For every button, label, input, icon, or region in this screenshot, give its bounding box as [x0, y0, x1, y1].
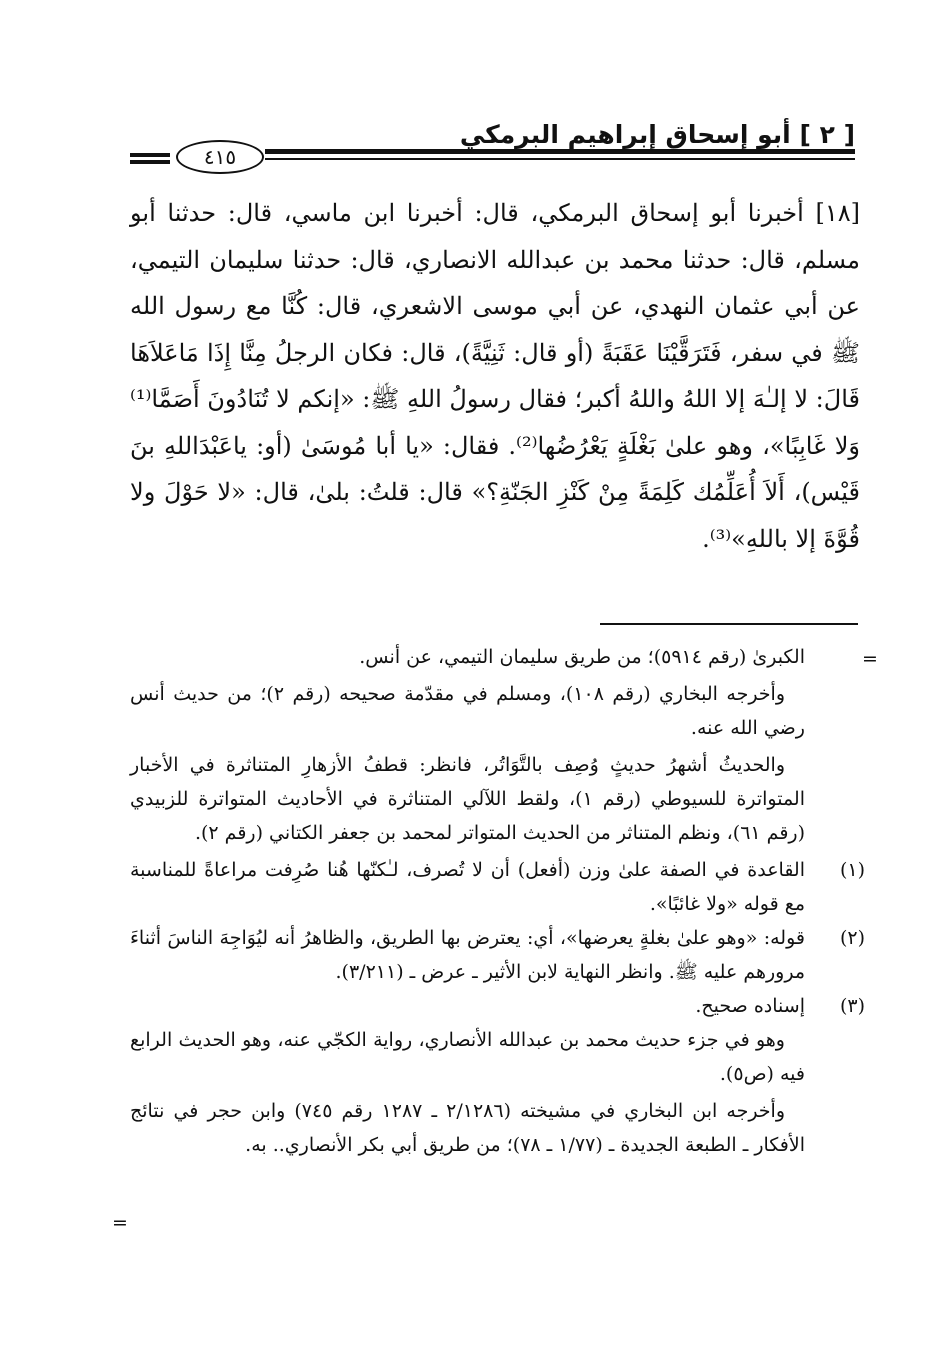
page-header: [130, 120, 855, 180]
footnote-text: القاعدة في الصفة علىٰ وزن (أفعل) أن لا تُصرف، لـٰكنّها هُنا صُرِفت مراعاةً للمناسبة مع قوله «ولا غائبًا».: [130, 859, 805, 915]
end-marker: =: [112, 1212, 128, 1234]
header-rule-right: [265, 149, 855, 160]
footnote-3-p1: وهو في جزء حديث محمد بن عبدالله الأنصاري، رواية الكجّي عنه، وهو الحديث الرابع فيه (ص٥).: [130, 1029, 805, 1085]
footnote-text: قوله: «وهو علىٰ بغلةٍ يعرضها»، أي: يعترض بها الطريق، والظاهرُ أنه ليُوَاجِهَ الناسَ أثناءَ مرورهم عليه ﷺ. وانظر النهاية لابن الأثير ـ عرض ـ (٣/٢١١).: [130, 927, 805, 983]
footnote-continuation-p1: وأخرجه البخاري (رقم ١٠٨)، ومسلم في مقدّمة صحيحه (رقم ٢)؛ من حديث أنس رضي الله عنه.: [130, 683, 805, 739]
footnote-number: (٢): [839, 927, 865, 949]
footnote-text: إسناده صحيح.: [695, 995, 805, 1017]
footnote-3-p2: وأخرجه ابن البخاري في مشيخته (٢/١٢٨٦ ـ ١٢٨٧ رقم ٧٤٥) وابن حجر في نتائج الأفكار ـ الطبعة الجديدة ـ (١/٧٧ ـ ٧٨)؛ من طريق أبي بكر الأنصاري.. به.: [130, 1100, 805, 1156]
main-text: [130, 190, 860, 562]
page-number: ٤١٥: [176, 140, 264, 174]
hadith-paragraph: [١٨] أخبرنا أبو إسحاق البرمكي، قال: أخبرنا ابن ماسي، قال: حدثنا أبو مسلم، قال: حدثنا محمد بن عبدالله الانصاري، قال: حدثنا سليمان التيمي، عن أبي عثمان النهدي، عن أبي موسى الاشعري، قال: كُنَّا مع رسول الله ﷺ في سفر، فَتَرَقَّيْنَا عَقَبَةً (أو قال: ثَنِيَّةً)، قال: فكان الرجلُ مِنَّا إِذَا مَاعَلاَهَا قَالَ: لا إلـٰهَ إلا اللهُ واللهُ أكبر؛ فقال رسولُ اللهِ ﷺ: «إنكم لا تُنَادُونَ أَصَمَّا⁽¹⁾ وَلا غَابِبًا»، وهو علىٰ بَغْلَةٍ يَعْرُضُها⁽²⁾. فقال: «يا أبا مُوسَىٰ (أو: ياعَبْدَاللهِ بنَ قَيْس)، أَلاَ أُعَلِّمُك كَلِمَةً مِنْ كَنْزِ الجَنّةِ؟» قال: قلتُ: بلىٰ، قال: «لا حَوْلَ ولا قُوَّةَ إلا باللهِ»⁽³⁾.: [130, 199, 860, 553]
footnote-number: (١): [839, 859, 865, 881]
footnote-1: [130, 853, 865, 921]
footnotes: [130, 640, 865, 1165]
footnote-continuation: الكبرىٰ (رقم ٥٩١٤)؛ من طريق سليمان التيمي، عن أنس.: [359, 646, 805, 668]
header-title: [ ٢ ] أبو إسحاق إبراهيم البرمكي: [459, 120, 855, 149]
footnote-2: [130, 921, 865, 989]
footnote-number: (٣): [839, 995, 865, 1017]
footnote-3: [130, 989, 865, 1023]
header-rule-left: [130, 153, 170, 167]
continuation-marker: =: [862, 648, 878, 670]
footnote-divider: [600, 623, 858, 625]
footnote-continuation-p2: والحديثُ أشهرُ حديثٍ وُصِف بالتَّوَاتُر، فانظر: قطفُ الأزهارِ المتناثرة في الأخبار المتواترة للسيوطي (رقم ١)، ولقط اللآلي المتناثرة في الأحاديث المتواترة للزبيدي (رقم ٦١)، ونظم المتناثر من الحديث المتواتر لمحمد بن جعفر الكتاني (رقم ٢).: [130, 754, 805, 844]
